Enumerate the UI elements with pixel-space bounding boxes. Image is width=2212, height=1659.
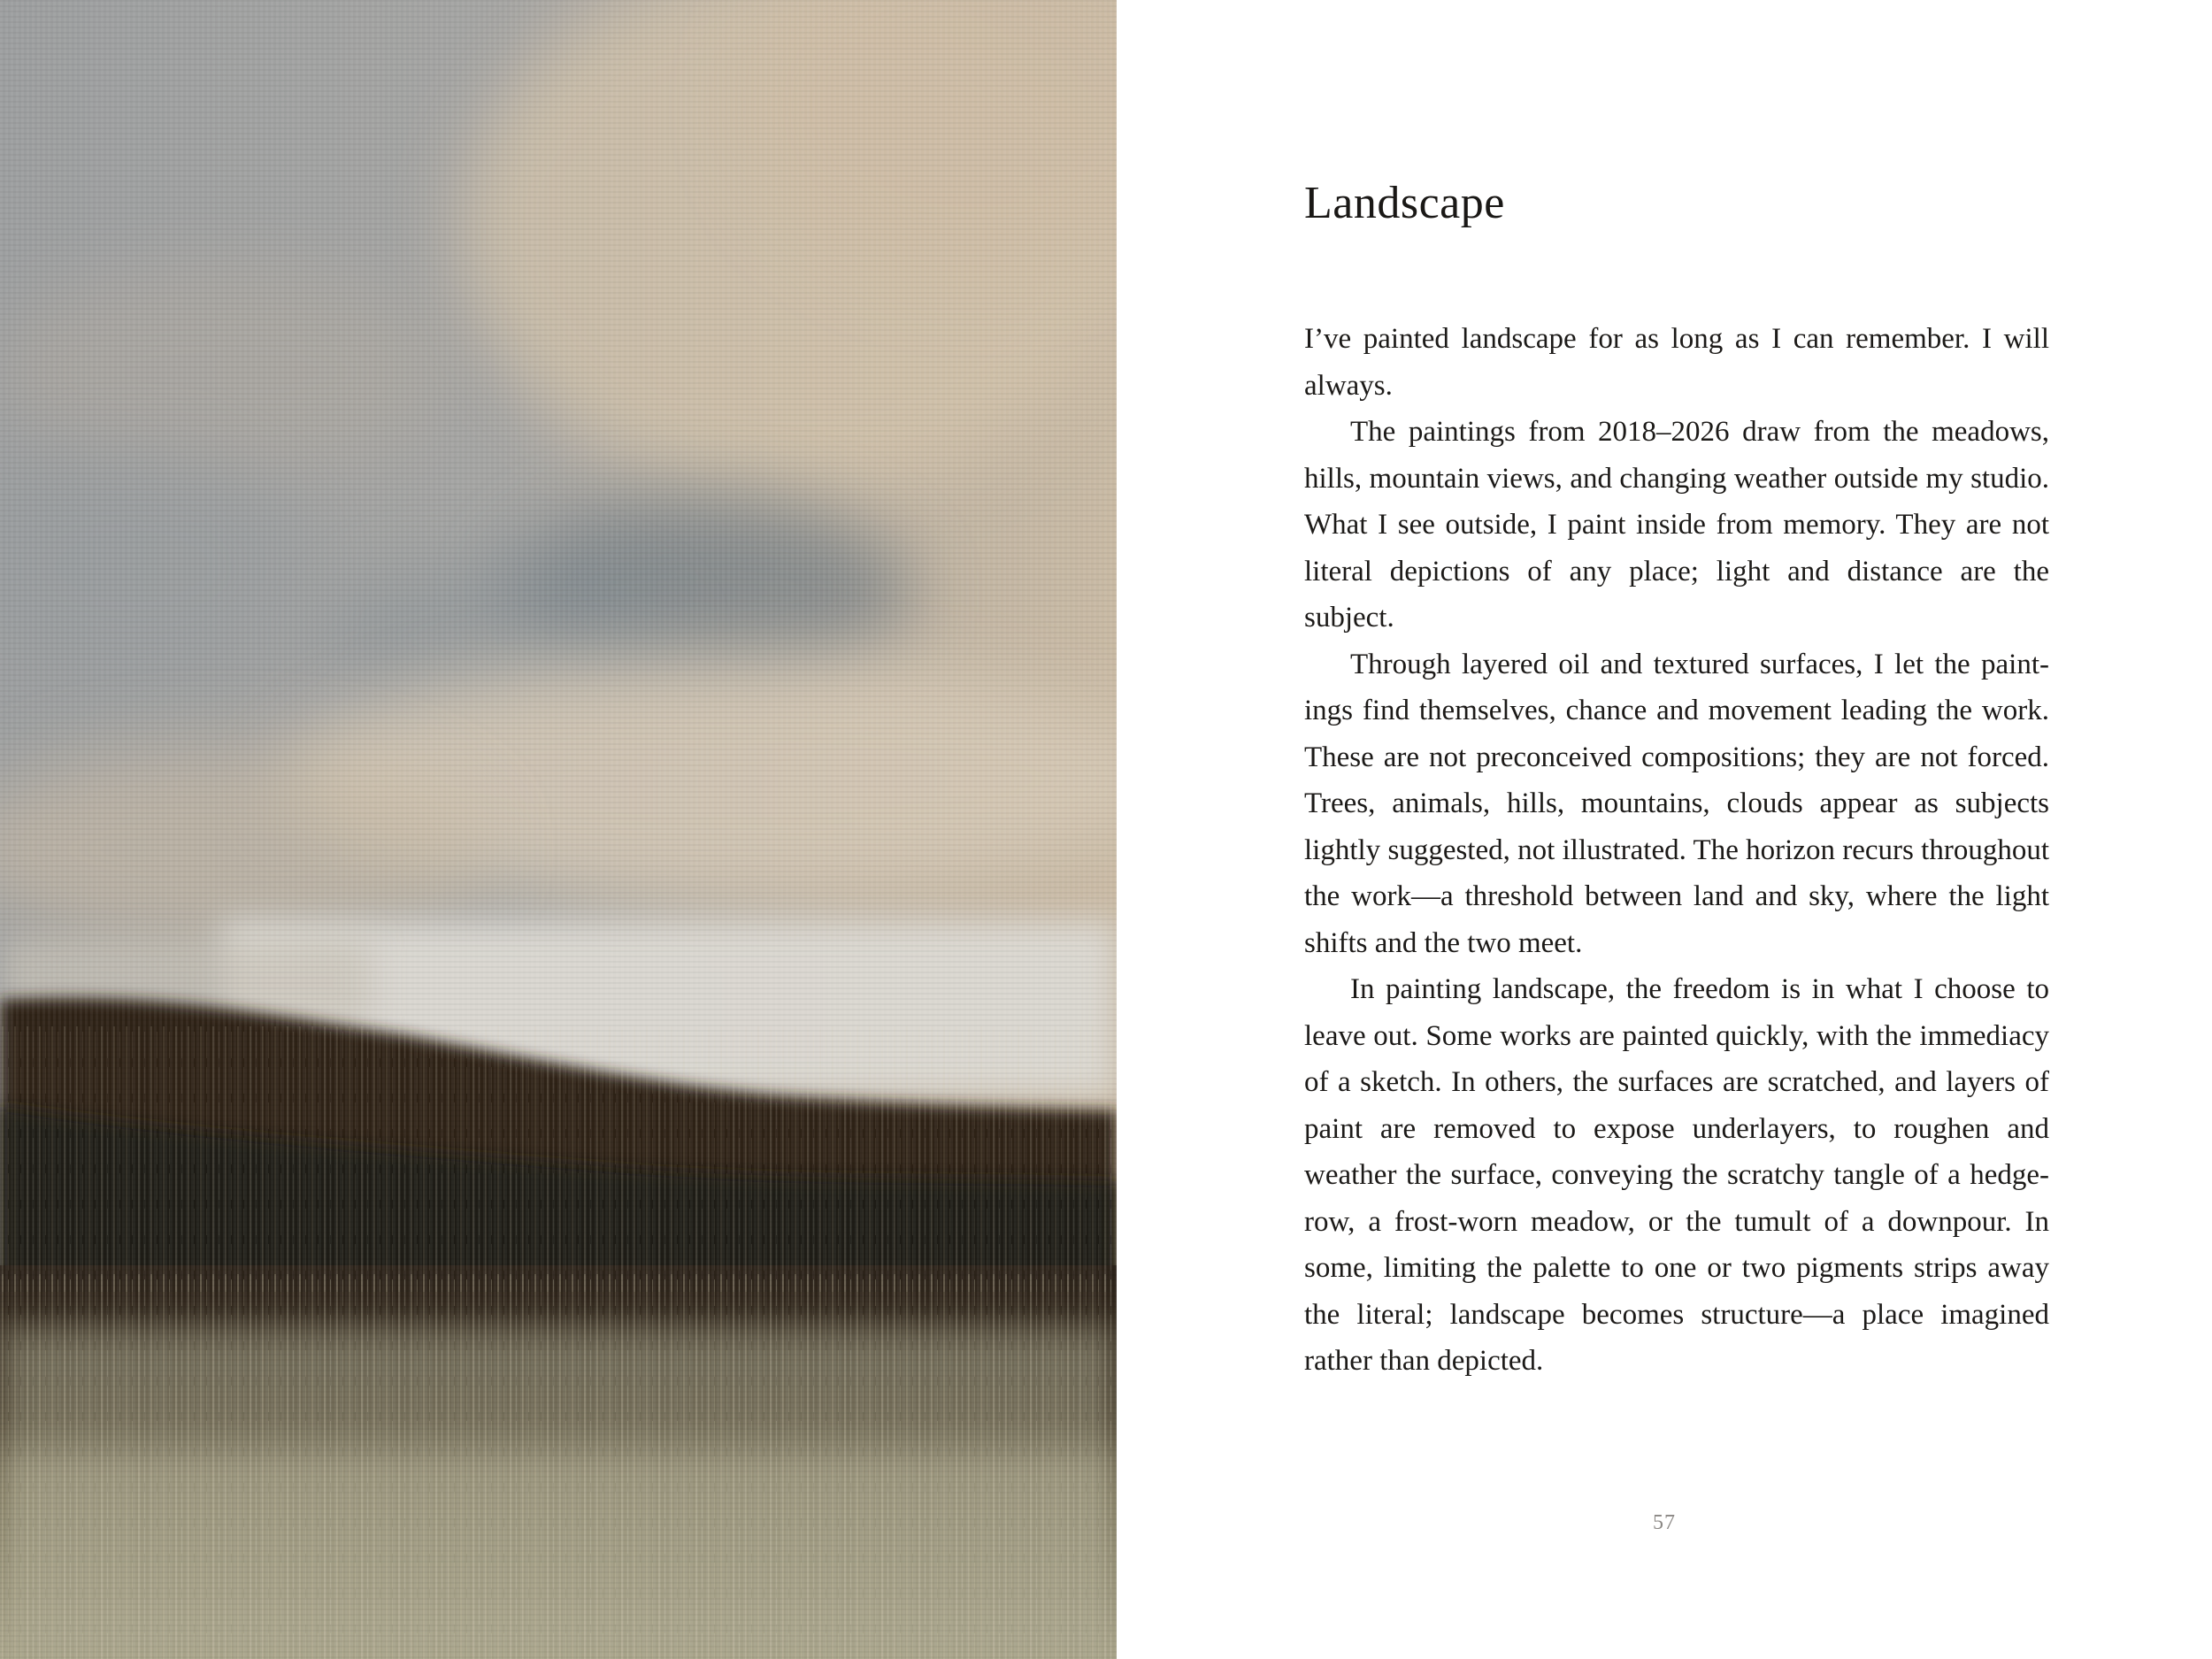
- page-title: Landscape: [1304, 178, 1505, 228]
- text-page: [1117, 0, 2212, 1659]
- paragraph: I’ve painted landscape for as long as I can remember. I will always.: [1304, 323, 2049, 402]
- body-text: [1304, 316, 2049, 1385]
- paragraph: Through layered oil and textured surfaces, I let the paintings find themselves, chance and movement leading the work. These are not preconceived compositions; they are not forced. Trees, animals, hills, mountains, clouds appear as subjects lightly suggested, not illustrated. The horizon recurs throughout the work—a threshold between land and sky, where the light shifts and the two meet.: [1304, 648, 2049, 959]
- page-number: 57: [1653, 1511, 1676, 1534]
- paragraph: The paintings from 2018–2026 draw from the meadows, hills, mountain views, and changing weather outside my studio. What I see outside, I paint inside from memory. They are not literal depictions of any place; light and distance are the subject.: [1304, 416, 2049, 634]
- paragraph: In painting landscape, the freedom is in what I choose to leave out. Some works are painted quickly, with the immediacy of a sketch. In others, the surfaces are scratched, and layers of paint are removed to expose underlayers, to roughen and weather the surface, conveying the scratchy tangle of a hedgerow, a frost-worn meadow, or the tumult of a downpour. In some, limiting the palette to one or two pigments strips away the literal; landscape becomes structure—a place imagined rather than depicted.: [1304, 973, 2049, 1377]
